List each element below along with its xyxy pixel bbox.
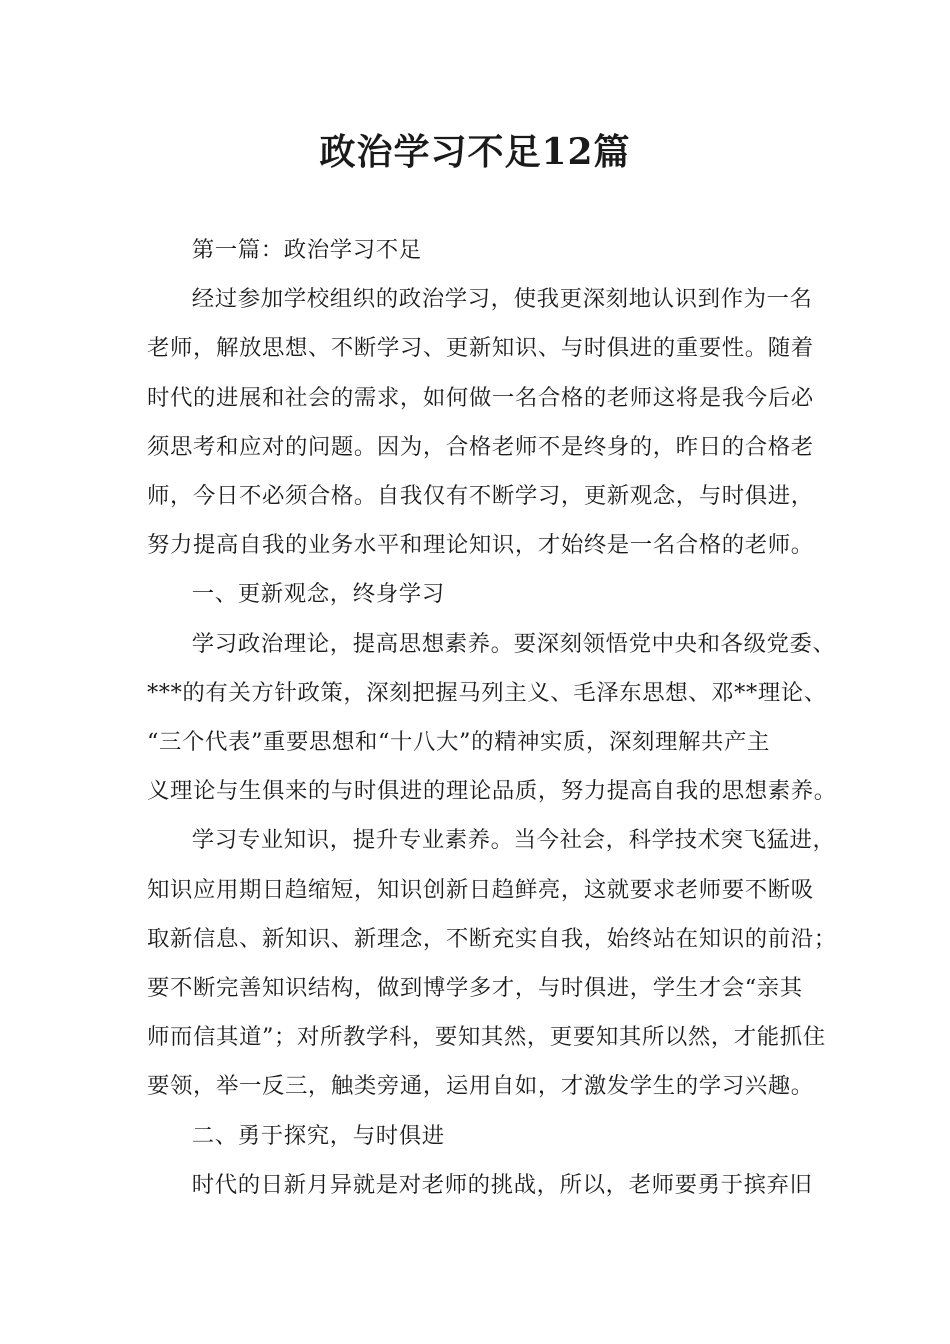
text-line: 取新信息、新知识、新理念，不断充实自我，始终站在知识的前沿； (147, 925, 837, 952)
section-heading (147, 1112, 823, 1161)
document-body (147, 226, 837, 1210)
text-line: 要不断完善知识结构，做到博学多才，与时俱进，学生才会“亲其 (147, 975, 803, 1002)
document-title: 政治学习不足12篇 (319, 131, 631, 173)
text-line: 经过参加学校组织的政治学习，使我更深刻地认识到作为一名 (191, 286, 813, 313)
section-heading (147, 570, 823, 619)
text-line: 知识应用期日趋缩短，知识创新日趋鲜亮，这就要求老师要不断吸 (147, 876, 814, 903)
text-line: 师，今日不必须合格。自我仅有不断学习，更新观念，与时俱进， (147, 483, 814, 510)
text-line: 时代的进展和社会的需求，如何做一名合格的老师这将是我今后必 (147, 384, 814, 411)
text-line: ***的有关方针政策，深刻把握马列主义、毛泽东思想、邓**理论、 (147, 679, 827, 706)
paragraph (147, 275, 823, 570)
text-line: 须思考和应对的问题。因为，合格老师不是终身的，昨日的合格老 (147, 433, 814, 460)
text-line: 师而信其道”；对所教学科，要知其然，更要知其所以然，才能抓住 (147, 1024, 826, 1051)
text-line: 要领，举一反三，触类旁通，运用自如，才激发学生的学习兴趣。 (147, 1073, 814, 1100)
paragraph (147, 1161, 823, 1210)
paragraph (147, 226, 823, 275)
text-line: 一、更新观念，终身学习 (191, 581, 445, 608)
text-line: 二、勇于探究，与时俱进 (191, 1122, 445, 1149)
text-line: 第一篇：政治学习不足 (191, 237, 422, 263)
paragraph (147, 816, 837, 1111)
text-line: 努力提高自我的业务水平和理论知识，才始终是一名合格的老师。 (147, 532, 814, 559)
text-line: 时代的日新月异就是对老师的挑战，所以，老师要勇于摈弃旧 (191, 1171, 813, 1198)
text-line: 学习专业知识，提升专业素养。当今社会，科学技术突飞猛进， (191, 827, 836, 854)
text-line: “三个代表”重要思想和“十八大”的精神实质，深刻理解共产主 (147, 729, 770, 756)
text-line: 老师，解放思想、不断学习、更新知识、与时俱进的重要性。随着 (147, 335, 814, 362)
text-line: 义理论与生俱来的与时俱进的理论品质，努力提高自我的思想素养。 (147, 778, 837, 805)
paragraph (147, 620, 837, 817)
text-line: 学习政治理论，提高思想素养。要深刻领悟党中央和各级党委、 (191, 630, 836, 657)
